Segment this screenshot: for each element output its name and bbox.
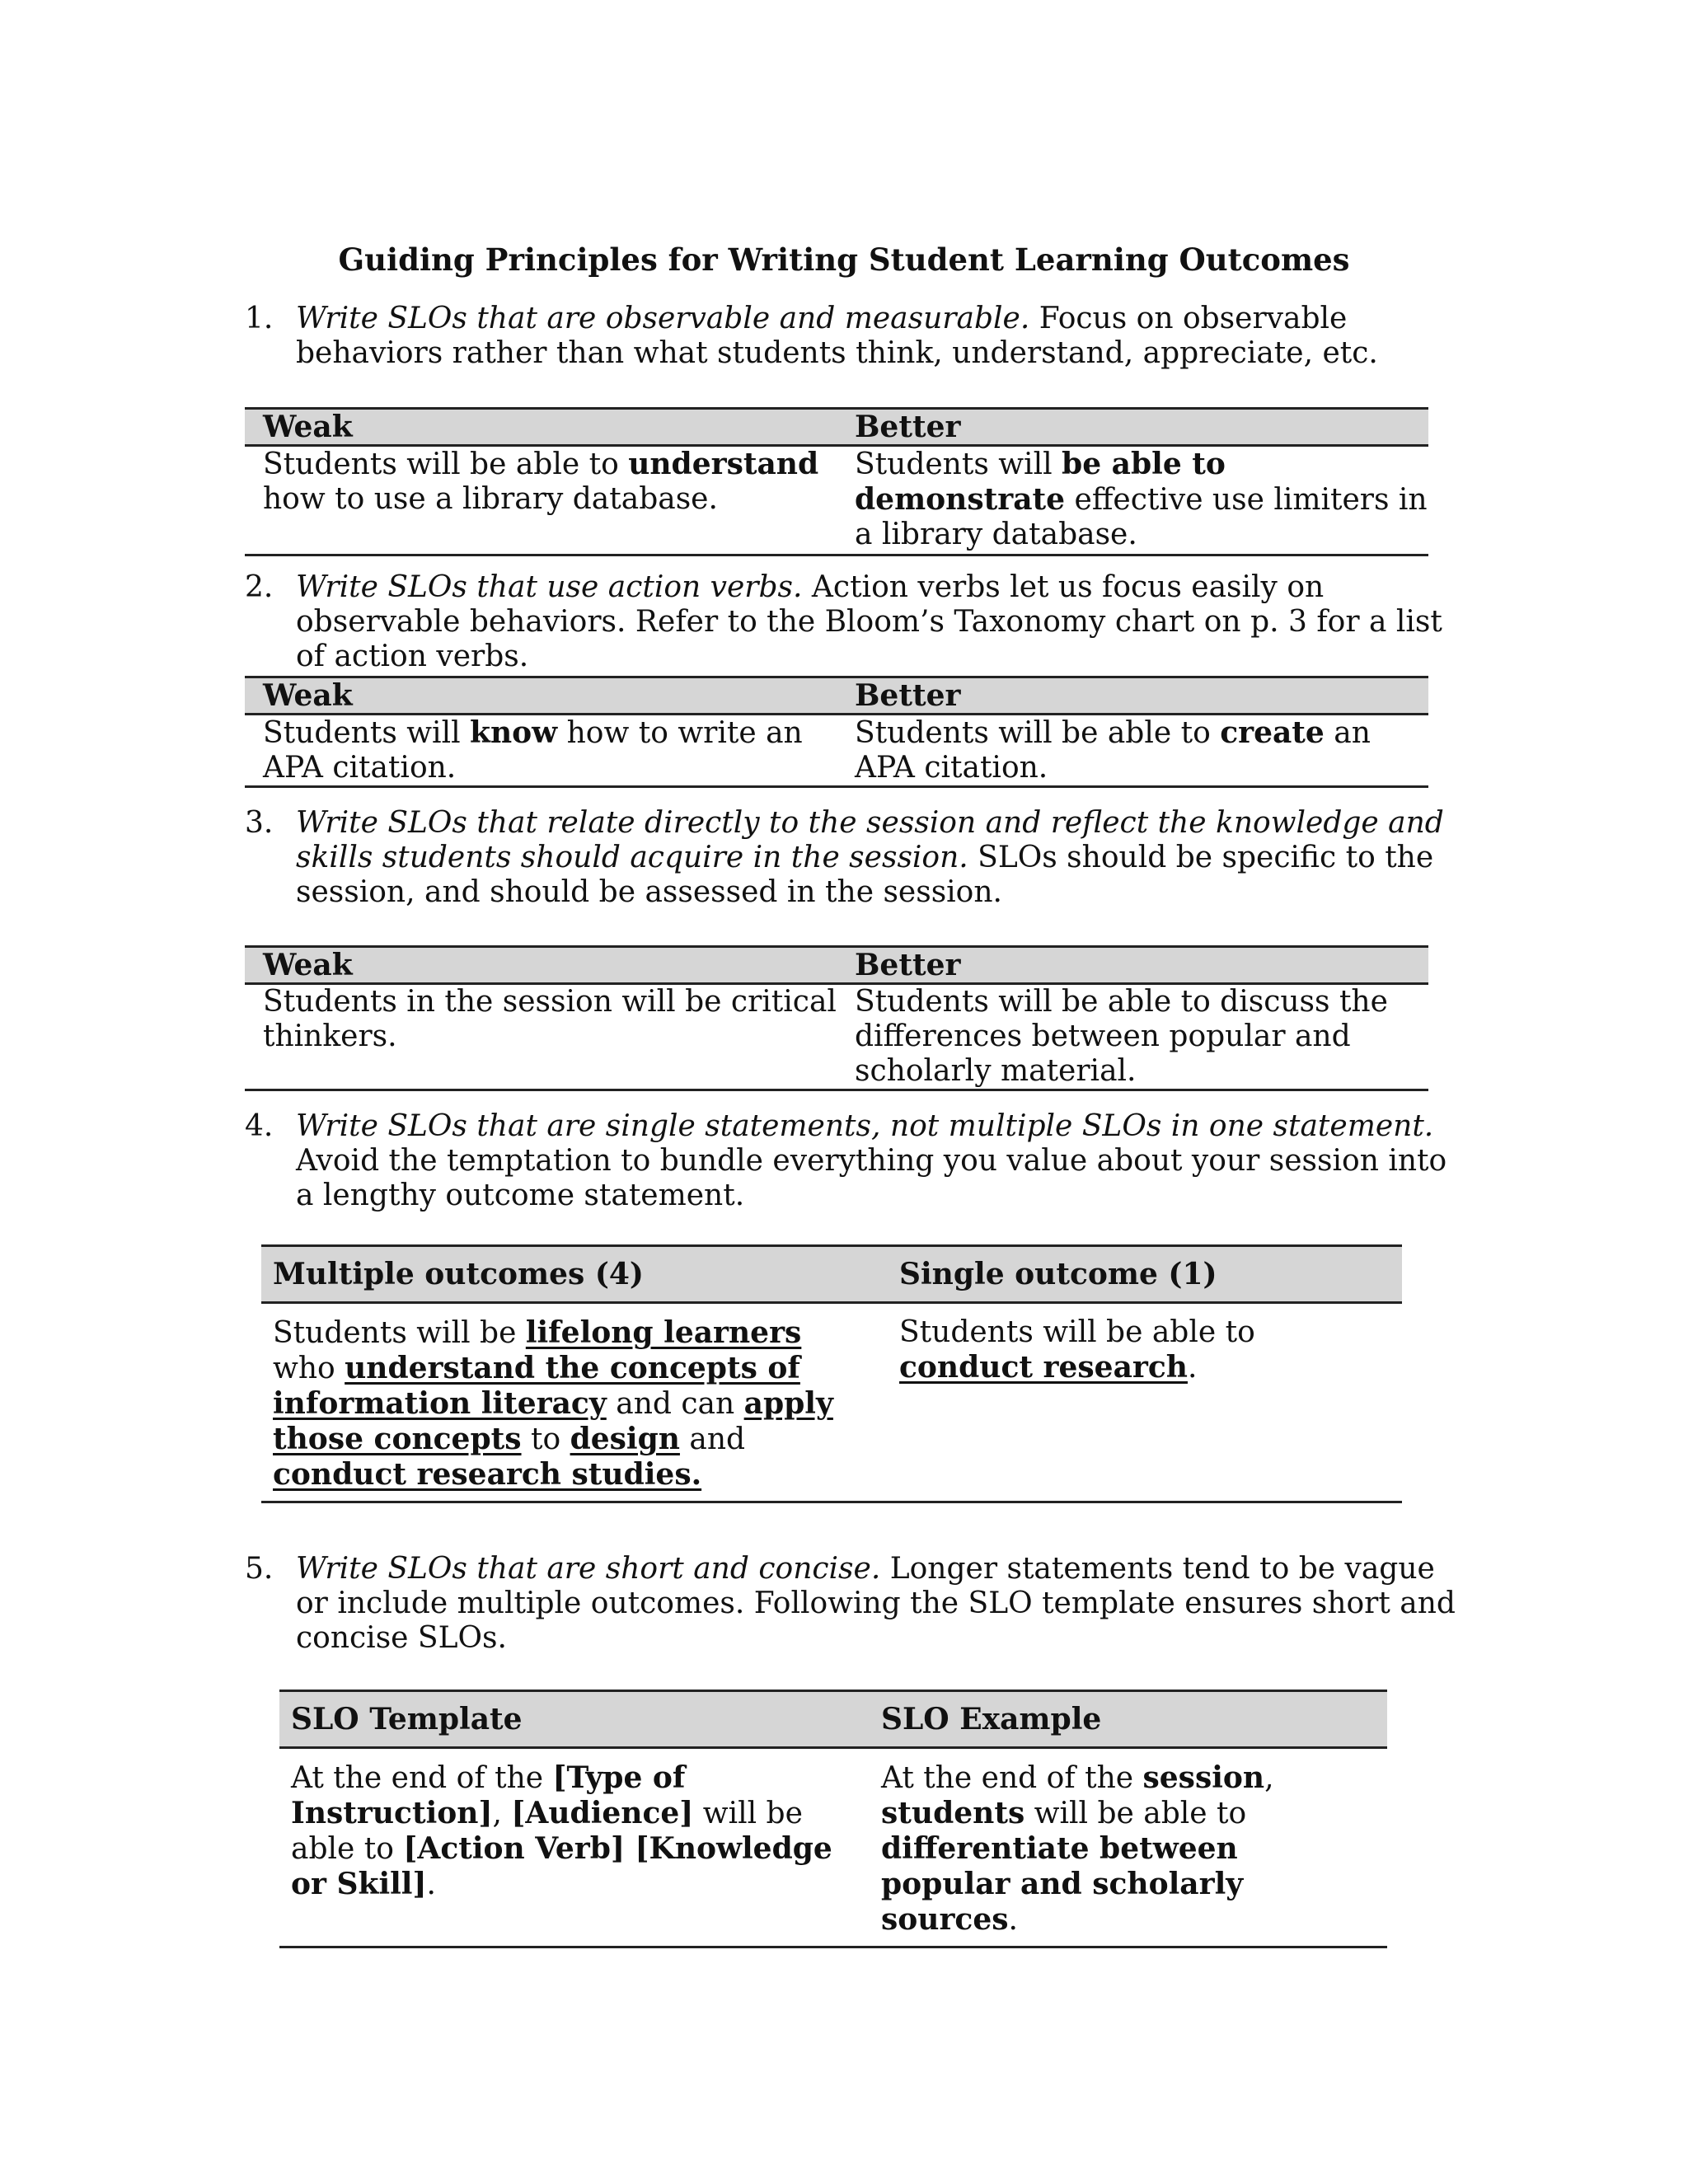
table-cell-single: Students will be able to conduct research. bbox=[899, 1315, 1255, 1385]
slo-template-table bbox=[279, 1690, 1387, 1948]
weak-better-table-2 bbox=[245, 676, 1428, 788]
table-cell-better: Students will be able to create an APA citation. bbox=[855, 715, 1371, 785]
principle-3 bbox=[245, 806, 1465, 910]
principle-text: Avoid the temptation to bundle everything you value about your session into a lengthy outcome statement. bbox=[296, 1144, 1447, 1212]
table-cell-better: Students will be able to discuss the differences between popular and scholarly material. bbox=[855, 985, 1388, 1088]
table-header-weak: Weak bbox=[245, 677, 837, 715]
table-cell-example: At the end of the session, students will be able to differentiate between popular and scholarly sources. bbox=[881, 1760, 1274, 1937]
principle-5 bbox=[245, 1552, 1465, 1656]
principle-text: SLOs should be specific to the session, and should be assessed in the session. bbox=[296, 841, 1434, 909]
table-cell-weak: Students will be able to understand how to use a library database. bbox=[263, 447, 819, 516]
table-header-multiple: Multiple outcomes (4) bbox=[261, 1246, 888, 1303]
page-title: Guiding Principles for Writing Student Learning Outcomes bbox=[338, 241, 1350, 278]
table-cell-template: At the end of the [Type of Instruction], [Audience] will be able to [Action Verb] [Knowledge or Skill]. bbox=[291, 1760, 832, 1901]
table-header-better: Better bbox=[837, 409, 1428, 446]
principle-2 bbox=[245, 570, 1465, 674]
table-cell-multiple: Students will be lifelong learners who understand the concepts of information literacy and can apply those concepts to design and conduct research studies. bbox=[273, 1315, 833, 1492]
principle-text: Longer statements tend to be vague or include multiple outcomes. Following the SLO template ensures short and concise SLOs. bbox=[296, 1552, 1456, 1655]
principle-number: 5. bbox=[245, 1552, 274, 1586]
principle-1 bbox=[245, 302, 1465, 371]
multiple-single-table bbox=[261, 1244, 1402, 1503]
principle-number: 3. bbox=[245, 806, 274, 840]
principle-number: 4. bbox=[245, 1109, 274, 1143]
principle-lead: Write SLOs that are short and concise. bbox=[296, 1552, 881, 1586]
table-header-weak: Weak bbox=[245, 947, 837, 984]
principle-number: 1. bbox=[245, 302, 274, 335]
table-cell-weak: Students will know how to write an APA citation. bbox=[263, 715, 803, 785]
principle-4 bbox=[245, 1109, 1465, 1213]
principle-lead: Write SLOs that relate directly to the session and reflect the knowledge and skills students should acquire in the session. bbox=[296, 806, 1444, 874]
table-header-better: Better bbox=[837, 677, 1428, 715]
table-header-template: SLO Template bbox=[279, 1691, 870, 1748]
principle-number: 2. bbox=[245, 570, 274, 604]
table-header-better: Better bbox=[837, 947, 1428, 984]
table-header-weak: Weak bbox=[245, 409, 837, 446]
table-header-single: Single outcome (1) bbox=[888, 1246, 1402, 1303]
principle-lead: Write SLOs that are observable and measurable. bbox=[296, 302, 1030, 335]
weak-better-table-1 bbox=[245, 407, 1428, 556]
table-cell-better: Students will be able to demonstrate effective use limiters in a library database. bbox=[855, 447, 1428, 551]
principle-text: Action verbs let us focus easily on observable behaviors. Refer to the Bloom’s Taxonomy chart on p. 3 for a list of action verbs. bbox=[296, 570, 1442, 673]
table-header-example: SLO Example bbox=[870, 1691, 1387, 1748]
principle-text: Focus on observable behaviors rather than what students think, understand, appreciate, etc. bbox=[296, 302, 1378, 370]
table-cell-weak: Students in the session will be critical thinkers. bbox=[263, 985, 837, 1053]
principle-lead: Write SLOs that use action verbs. bbox=[296, 570, 803, 604]
weak-better-table-3 bbox=[245, 945, 1428, 1091]
principle-lead: Write SLOs that are single statements, not multiple SLOs in one statement. bbox=[296, 1109, 1434, 1143]
